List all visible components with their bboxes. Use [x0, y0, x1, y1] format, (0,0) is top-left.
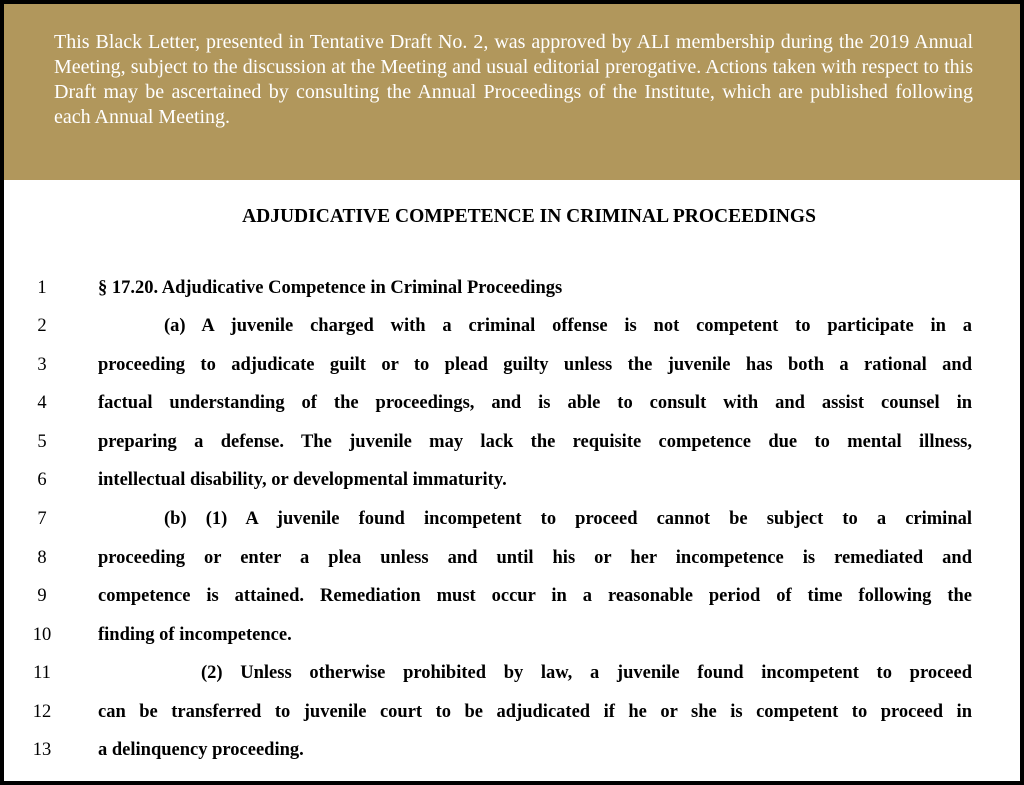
line-number: 13 [32, 740, 52, 760]
numbered-line [4, 660, 1020, 698]
section-heading: § 17.20. Adjudicative Competence in Criminal Proceedings [98, 278, 563, 298]
line-text: a delinquency proceeding. [98, 740, 304, 760]
line-text: (a) A juvenile charged with a criminal offense is not competent to participate in a [164, 316, 972, 336]
line-text: (b) (1) A juvenile found incompetent to proceed cannot be subject to a criminal [164, 509, 972, 529]
line-text: proceeding or enter a plea unless and until his or her incompetence is remediated and [98, 548, 972, 568]
numbered-line [4, 275, 1020, 313]
line-number: 4 [37, 393, 47, 413]
line-number: 3 [37, 355, 47, 375]
line-text: factual understanding of the proceedings, and is able to consult with and assist counsel in [98, 393, 972, 413]
line-text: can be transferred to juvenile court to be adjudicated if he or she is competent to proceed in [98, 702, 972, 722]
numbered-line [4, 352, 1020, 390]
numbered-line [4, 506, 1020, 544]
line-number: 6 [37, 470, 47, 490]
line-number: 2 [37, 316, 47, 336]
line-number: 12 [32, 702, 52, 722]
numbered-line [4, 583, 1020, 621]
numbered-line [4, 737, 1020, 775]
document-title: ADJUDICATIVE COMPETENCE IN CRIMINAL PROCEEDINGS [242, 206, 816, 227]
line-number: 5 [37, 432, 47, 452]
line-text: competence is attained. Remediation must occur in a reasonable period of time following the [98, 586, 972, 606]
line-number: 1 [37, 278, 47, 298]
line-number: 7 [37, 509, 47, 529]
line-text: preparing a defense. The juvenile may lack the requisite competence due to mental illness, [98, 432, 972, 452]
line-number: 8 [37, 548, 47, 568]
numbered-line [4, 622, 1020, 660]
line-text: intellectual disability, or developmental immaturity. [98, 470, 507, 490]
line-text: proceeding to adjudicate guilt or to plead guilty unless the juvenile has both a rational and [98, 355, 972, 375]
numbered-line [4, 545, 1020, 583]
numbered-line [4, 313, 1020, 351]
numbered-line [4, 699, 1020, 737]
approval-banner-text: This Black Letter, presented in Tentative Draft No. 2, was approved by ALI membership during the 2019 Annual Meeting, subject to the discussion at the Meeting and usual editorial prerogative. Actions taken with respect to this Draft may be ascertained by consulting the Annual Proceedings of the Institute, which are published following each Annual Meeting. [54, 31, 973, 128]
line-number: 10 [32, 625, 52, 645]
numbered-line [4, 467, 1020, 505]
line-text: finding of incompetence. [98, 625, 292, 645]
approval-banner [4, 4, 1020, 180]
line-number: 11 [33, 663, 51, 683]
line-number: 9 [37, 586, 47, 606]
line-text: (2) Unless otherwise prohibited by law, a juvenile found incompetent to proceed [201, 663, 972, 683]
document-page [4, 4, 1020, 781]
numbered-line [4, 390, 1020, 428]
numbered-line [4, 429, 1020, 467]
